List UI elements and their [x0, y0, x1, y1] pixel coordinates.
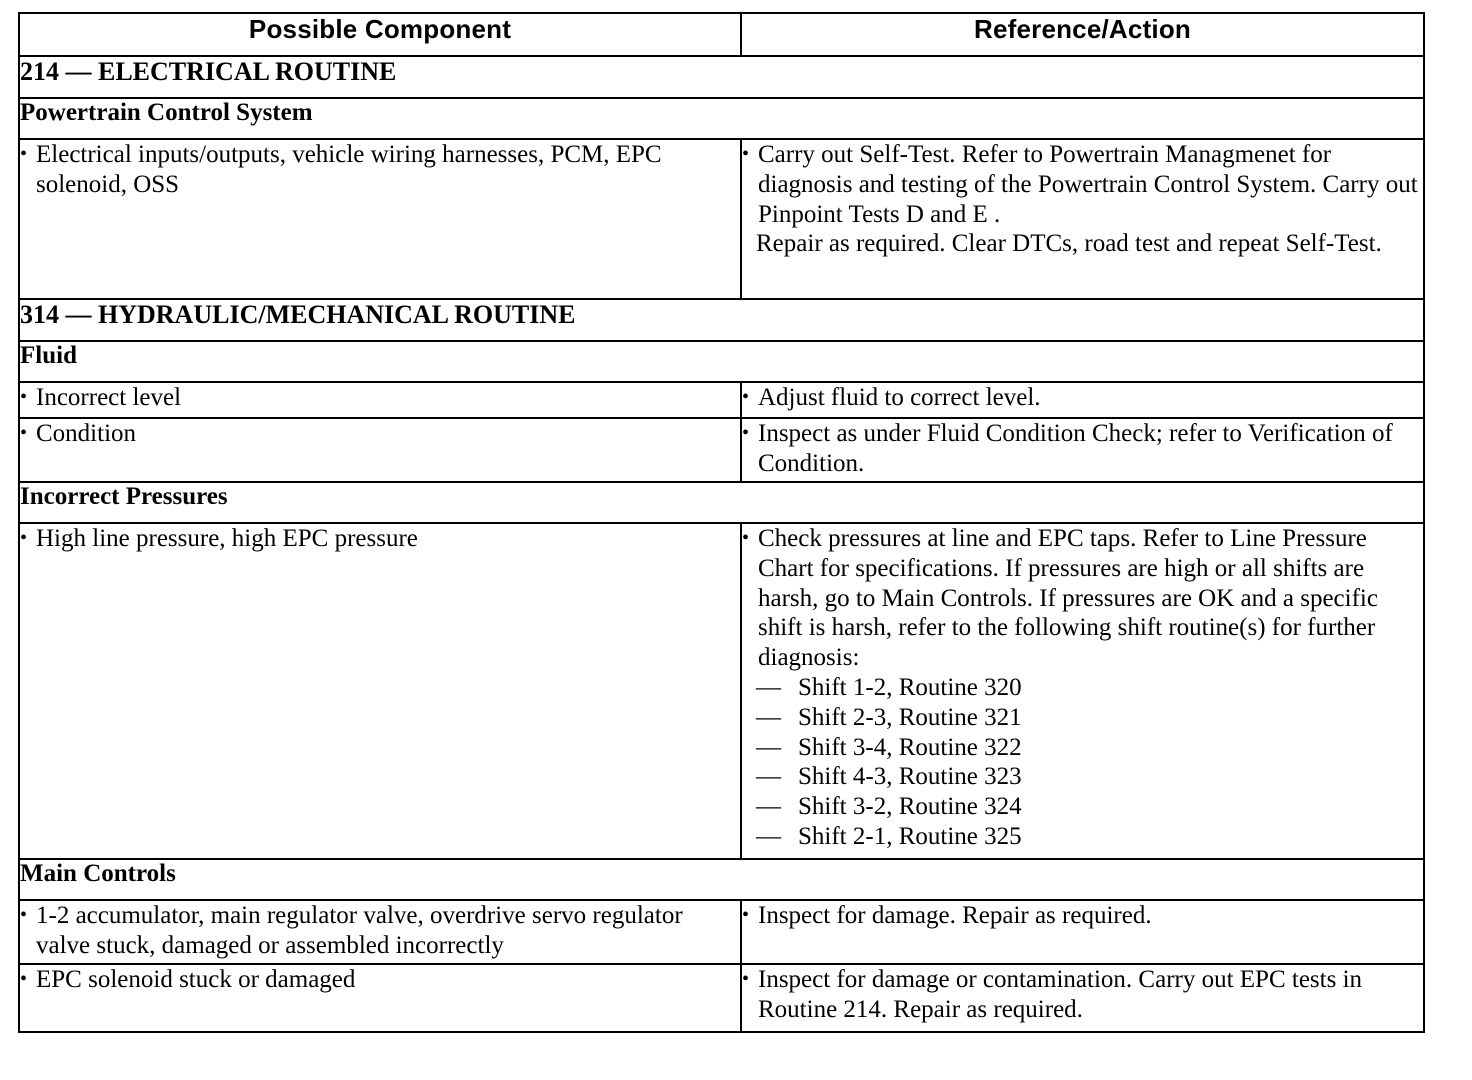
action-text: • Carry out Self-Test. Refer to Powertrain Managmenet for diagnosis and testing of the Powertrain Control System. Carry out Pinpoint Tests D and E .: [742, 140, 1423, 229]
shift-routine-item: — Shift 2-3, Routine 321: [742, 703, 1423, 733]
subsection-row: [19, 859, 1424, 900]
component-text: • Electrical inputs/outputs, vehicle wiring harnesses, PCM, EPC solenoid, OSS: [20, 140, 740, 200]
shift-routine-item: — Shift 3-4, Routine 322: [742, 733, 1423, 763]
component-cell: [19, 523, 741, 859]
component-text: • Incorrect level: [20, 383, 740, 413]
subsection-title-powertrain-control-system: Powertrain Control System: [19, 98, 1424, 139]
subsection-title-main-controls: Main Controls: [19, 859, 1424, 900]
component-text: • EPC solenoid stuck or damaged: [20, 965, 740, 995]
component-text: • High line pressure, high EPC pressure: [20, 524, 740, 554]
subsection-row: [19, 482, 1424, 523]
table-row: [19, 523, 1424, 859]
table-row: [19, 964, 1424, 1032]
section-row: [19, 56, 1424, 98]
action-cell: [741, 418, 1424, 482]
component-cell: [19, 418, 741, 482]
component-cell: [19, 964, 741, 1032]
subsection-title-fluid: Fluid: [19, 341, 1424, 382]
component-text: • Condition: [20, 419, 740, 449]
component-text: • 1-2 accumulator, main regulator valve, overdrive servo regulator valve stuck, damaged or assembled incorrectly: [20, 901, 740, 961]
action-cell: [741, 964, 1424, 1032]
action-cell: [741, 382, 1424, 418]
action-text: • Adjust fluid to correct level.: [742, 383, 1423, 413]
subsection-row: [19, 98, 1424, 139]
component-cell: [19, 900, 741, 964]
component-cell: [19, 382, 741, 418]
action-text: • Inspect as under Fluid Condition Check; refer to Verification of Condition.: [742, 419, 1423, 479]
diagnosis-table: [18, 12, 1425, 1033]
shift-routine-item: — Shift 4-3, Routine 323: [742, 762, 1423, 792]
component-cell: [19, 139, 741, 299]
subsection-row: [19, 341, 1424, 382]
action-text: • Inspect for damage. Repair as required.: [742, 901, 1423, 931]
table-header-row: [19, 13, 1424, 56]
action-cell: [741, 900, 1424, 964]
section-title-electrical-routine: 214 — ELECTRICAL ROUTINE: [19, 56, 1424, 98]
action-extra-text: Repair as required. Clear DTCs, road test and repeat Self-Test.: [756, 230, 1382, 258]
header-reference-action: Reference/Action: [741, 13, 1424, 56]
table-row: [19, 900, 1424, 964]
shift-routine-item: — Shift 3-2, Routine 324: [742, 792, 1423, 822]
table-row: [19, 139, 1424, 299]
table-row: [19, 418, 1424, 482]
action-text: • Check pressures at line and EPC taps. Refer to Line Pressure Chart for specifications. If pressures are high or all shifts are harsh, go to Main Controls. If pressures are OK and a specific shift is harsh, refer to the following shift routine(s) for further diagnosis:: [742, 524, 1423, 673]
shift-routine-item: — Shift 1-2, Routine 320: [742, 673, 1423, 703]
shift-routine-item: — Shift 2-1, Routine 325: [742, 822, 1423, 852]
action-text: • Inspect for damage or contamination. Carry out EPC tests in Routine 214. Repair as required.: [742, 965, 1423, 1025]
action-cell: [741, 523, 1424, 859]
action-cell: [741, 139, 1424, 299]
subsection-title-incorrect-pressures: Incorrect Pressures: [19, 482, 1424, 523]
section-row: [19, 299, 1424, 341]
header-possible-component: Possible Component: [19, 13, 741, 56]
section-title-hydraulic-mechanical-routine: 314 — HYDRAULIC/MECHANICAL ROUTINE: [19, 299, 1424, 341]
table-row: [19, 382, 1424, 418]
